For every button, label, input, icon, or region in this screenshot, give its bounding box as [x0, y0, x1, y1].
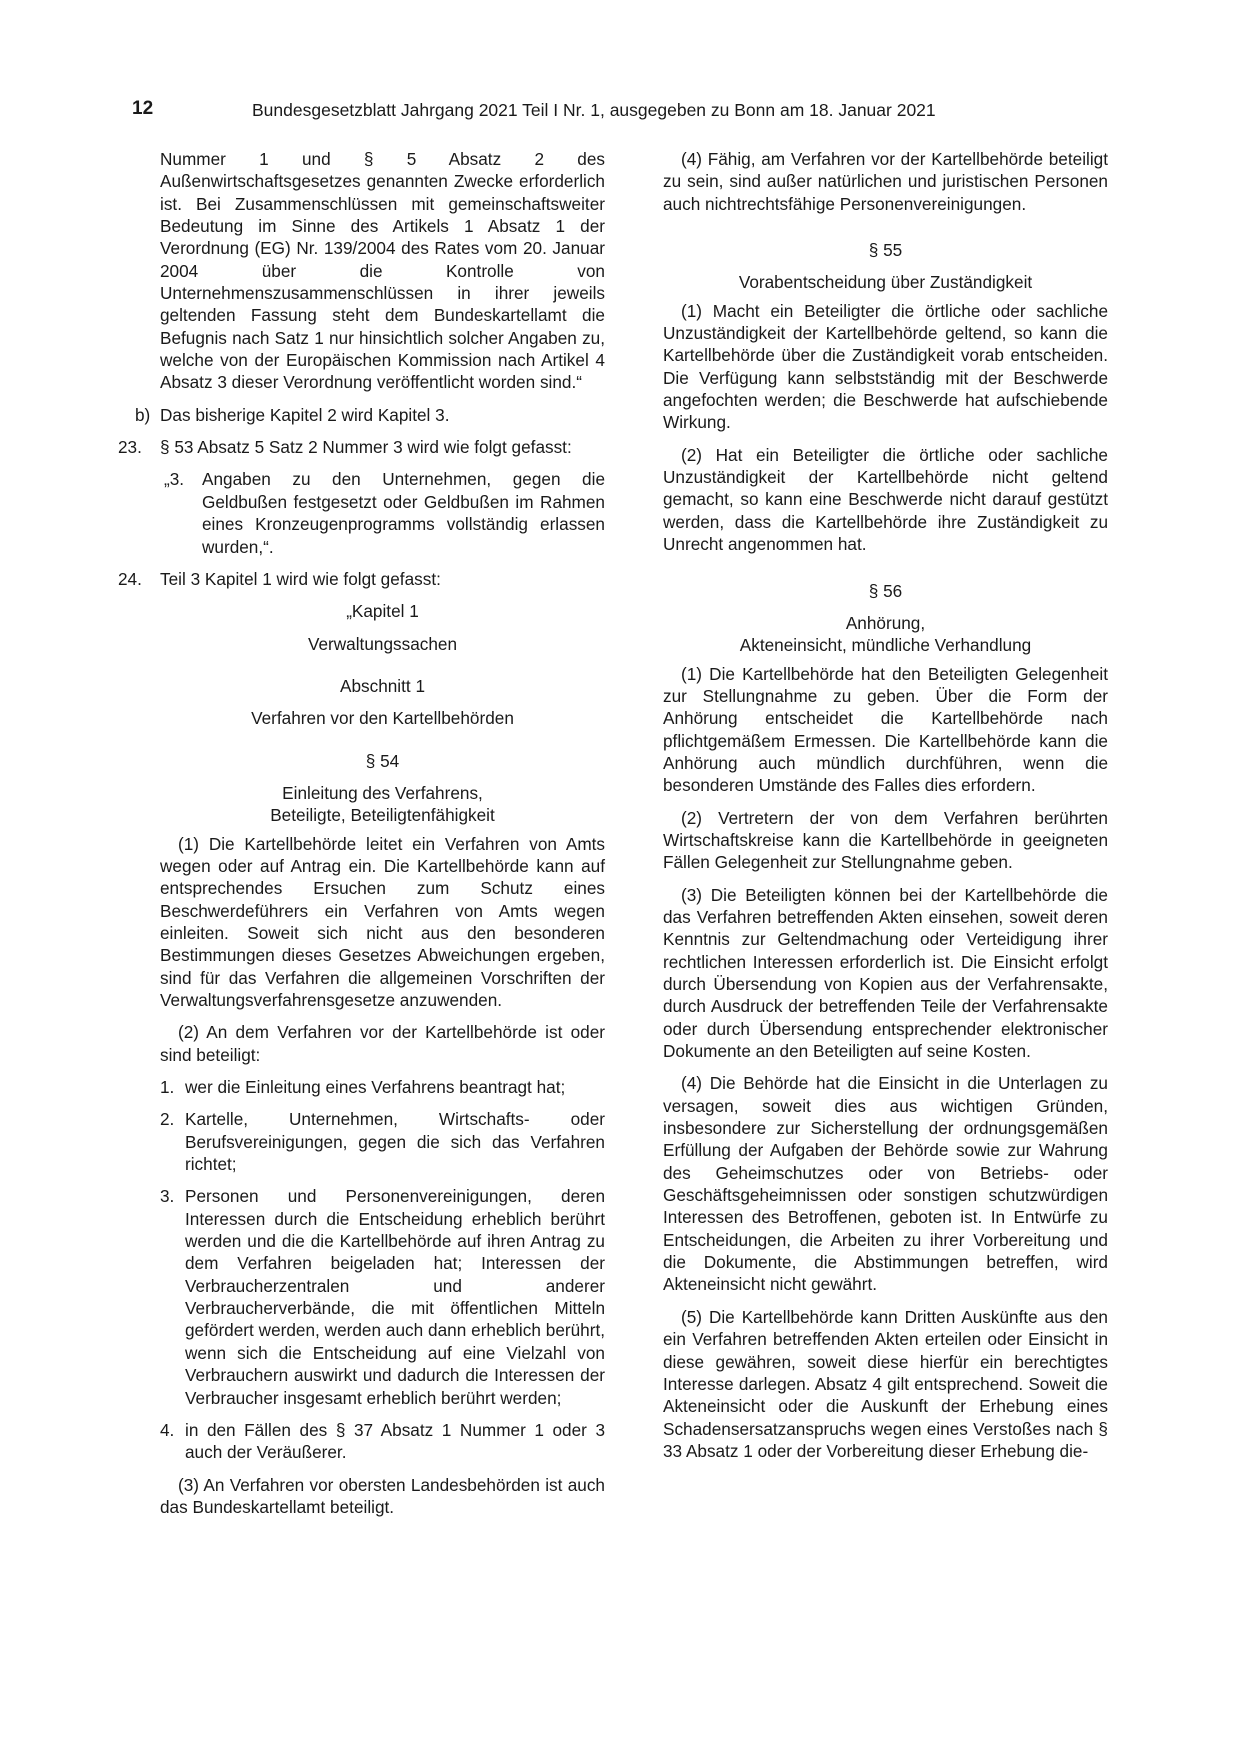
item-label: 1. — [160, 1077, 175, 1098]
paragraph-54-heading: § 54 — [365, 750, 400, 771]
paragraph-56-subsection-4: (4) Die Behörde hat die Einsicht in die Unterlagen zu versagen, soweit dies aus wichtigen Gründen, insbesondere zur Sicherstellung der ordnungsgemäßen Erfüllung der Aufgaben der Behörde sowie zur Wahrung des Geheimschutzes oder von Betriebs- oder Geschäftsgeheimnissen oder sonstigen schutzwürdigen Interessen des Betroffenen, geboten ist. In Entwürfe zu Entscheidungen, die Arbeiten zu ihrer Vorbereitung und die Dokumente, die Abstimmungen betreffen, wird Akteneinsicht nicht gewährt. — [663, 1073, 1108, 1295]
subsection-4: (4) Fähig, am Verfahren vor der Kartellbehörde beteiligt zu sein, sind außer natürlichen und juristischen Personen auch nichtrechtsfähige Personenvereinigungen. — [663, 149, 1108, 214]
paragraph-56-subsection-2: (2) Vertretern der von dem Verfahren berührten Wirtschaftskreise kann die Kartellbehörde in geeigneten Fällen Gelegenheit zur Stellungnahme geben. — [663, 807, 1108, 873]
continued-text: Nummer 1 und § 5 Absatz 2 des Außenwirtschaftsgesetzes genannten Zwecke erforderlich ist. Bei Zusammenschlüssen mit gemeinschaftsweiter Bedeutung im Sinne des Artikels 1 Absatz 1 der Verordnung (EG) Nr. 139/2004 des Rates vom 20. Januar 2004 über die Kontrolle von Unternehmenszusammenschlüssen in ihrer jeweils geltenden Fassung steht dem Bundeskartellamt die Befugnis nach Satz 1 nur hinsichtlich solcher Angaben zu, welche von der Europäischen Kommission nach Artikel 4 Absatz 3 dieser Verordnung veröffentlicht worden sind.“ — [160, 149, 605, 393]
item-text: § 53 Absatz 5 Satz 2 Nummer 3 wird wie folgt gefasst: — [160, 437, 572, 458]
numbered-item-2 — [160, 1108, 605, 1175]
section-title: Verfahren vor den Kartellbehörden — [251, 708, 514, 729]
gazette-header: Bundesgesetzblatt Jahrgang 2021 Teil I Nr. 1, ausgegeben zu Bonn am 18. Januar 2021 — [252, 100, 936, 120]
item-text: Kartelle, Unternehmen, Wirtschafts- oder Berufsvereinigungen, gegen die sich das Verfahren richtet; — [185, 1109, 605, 1175]
chapter-heading: „Kapitel 1 — [346, 601, 419, 622]
paragraph-56-title-1: Anhörung, — [845, 612, 926, 633]
paragraph-56-heading: § 56 — [868, 580, 903, 601]
numbered-item-3 — [160, 1185, 605, 1408]
numbered-item-1 — [160, 1076, 605, 1098]
section-heading: Abschnitt 1 — [339, 675, 426, 696]
paragraph-55-heading: § 55 — [868, 240, 903, 261]
paragraph-56-subsection-1: (1) Die Kartellbehörde hat den Beteiligten Gelegenheit zur Stellungnahme zu geben. Über die Form der Anhörung entscheidet die Kartellbehörde nach pflichtgemäßem Ermessen. Die Kartellbehörde kann die Anhörung auch mündlich durchführen, wenn die besonderen Umstände des Falles dies erfordern. — [663, 663, 1108, 796]
right-column — [663, 148, 1108, 1462]
paragraph-54-title-1: Einleitung des Verfahrens, — [282, 782, 483, 803]
item-text: Teil 3 Kapitel 1 wird wie folgt gefasst: — [160, 568, 441, 589]
paragraph-56-subsection-5: (5) Die Kartellbehörde kann Dritten Auskünfte aus den ein Verfahren betreffenden Akten erteilen oder Einsicht in diese gewähren, soweit diese hierfür ein berechtigtes Interesse darlegen. Absatz 4 gilt entsprechend. Soweit die Akteneinsicht oder die Auskunft der Erhebung eines Schadensersatzanspruchs wegen eines Verstoßes nach § 33 Absatz 1 oder der Vorbereitung dieser Erhebung die- — [663, 1306, 1108, 1461]
item-label: 23. — [118, 437, 142, 458]
paragraph-56-subsection-3: (3) Die Beteiligten können bei der Kartellbehörde die das Verfahren betreffenden Akten einsehen, soweit deren Kenntnis zur Geltendmachung oder Verteidigung ihrer rechtlichen Interessen erforderlich ist. Die Einsicht erfolgt durch Übersendung von Kopien aus der Verfahrensakte, durch Ausdruck der betreffenden Teile der Verfahrensakte oder durch Übersendung entsprechender elektronischer Dokumente an den Beteiligten auf seine Kosten. — [663, 884, 1108, 1062]
list-item-b — [135, 404, 605, 426]
item-label: 24. — [118, 568, 142, 589]
item-label: 2. — [160, 1109, 175, 1130]
page-number: 12 — [132, 98, 154, 119]
subsection-2: (2) An dem Verfahren vor der Kartellbehörde ist oder sind beteiligt: — [160, 1022, 605, 1065]
subsection-1: (1) Die Kartellbehörde leitet ein Verfahren von Amts wegen oder auf Antrag ein. Die Kartellbehörde kann auf entsprechendes Ersuchen zum Schutz eines Beschwerdeführers ein Verfahren von Amts wegen einleiten. Soweit sich nicht aus den besonderen Bestimmungen dieses Gesetzes Abweichungen ergeben, sind für das Verfahren die allgemeinen Vorschriften der Verwaltungsverfahrensgesetze anzuwenden. — [160, 833, 605, 1010]
item-text: Das bisherige Kapitel 2 wird Kapitel 3. — [160, 404, 450, 425]
numbered-item-4 — [160, 1419, 605, 1464]
paragraph-55-subsection-2: (2) Hat ein Beteiligter die örtliche oder sachliche Unzuständigkeit der Kartellbehörde nicht geltend gemacht, so kann eine Beschwerde nicht darauf gestützt werden, dass die Kartellbehörde ihre Zuständigkeit zu Unrecht angenommen hat. — [663, 444, 1108, 555]
paragraph-56-title-2: Akteneinsicht, mündliche Verhandlung — [739, 635, 1032, 656]
paragraph-55-subsection-1: (1) Macht ein Beteiligter die örtliche oder sachliche Unzuständigkeit der Kartellbehörde geltend, so kann die Kartellbehörde über die Zuständigkeit vorab entscheiden. Die Verfügung kann selbstständig mit der Beschwerde angefochten werden; die Beschwerde hat aufschiebende Wirkung. — [663, 300, 1108, 433]
item-label: „3. — [164, 469, 185, 490]
subsection-3: (3) An Verfahren vor obersten Landesbehörden ist auch das Bundeskartellamt beteiligt. — [160, 1474, 605, 1517]
left-column — [118, 148, 605, 1518]
paragraph-54-title-2: Beteiligte, Beteiligtenfähigkeit — [270, 805, 495, 826]
item-text: Personen und Personenvereinigungen, deren Interessen durch die Entscheidung erheblich berührt werden und die die Kartellbehörde auf ihren Antrag zu dem Verfahren beigeladen hat; Interessen der Verbraucherzentralen und anderer Verbraucherverbände, die mit öffentlichen Mitteln gefördert werden, werden auch dann erheblich berührt, wenn sich die Entscheidung auf eine Vielzahl von Verbrauchern auswirkt und dadurch die Interessen der Verbraucher insgesamt erheblich berührt werden; — [185, 1186, 605, 1408]
list-item-24 — [118, 568, 605, 590]
item-text: Angaben zu den Unternehmen, gegen die Geldbußen festgesetzt oder Geldbußen im Rahmen eines Kronzeugenprogramms vollständig erlassen wurden,“. — [202, 469, 605, 557]
list-item-23 — [118, 436, 605, 458]
item-label: 3. — [160, 1186, 175, 1207]
item-label: 4. — [160, 1419, 175, 1440]
paragraph-55-title: Vorabentscheidung über Zuständigkeit — [738, 272, 1033, 293]
chapter-title: Verwaltungssachen — [307, 633, 458, 654]
item-text: wer die Einleitung eines Verfahrens beantragt hat; — [185, 1077, 566, 1098]
item-text: in den Fällen des § 37 Absatz 1 Nummer 1 oder 3 auch der Veräußerer. — [185, 1419, 605, 1463]
quoted-item-3 — [164, 468, 605, 557]
item-label: b) — [135, 404, 151, 425]
